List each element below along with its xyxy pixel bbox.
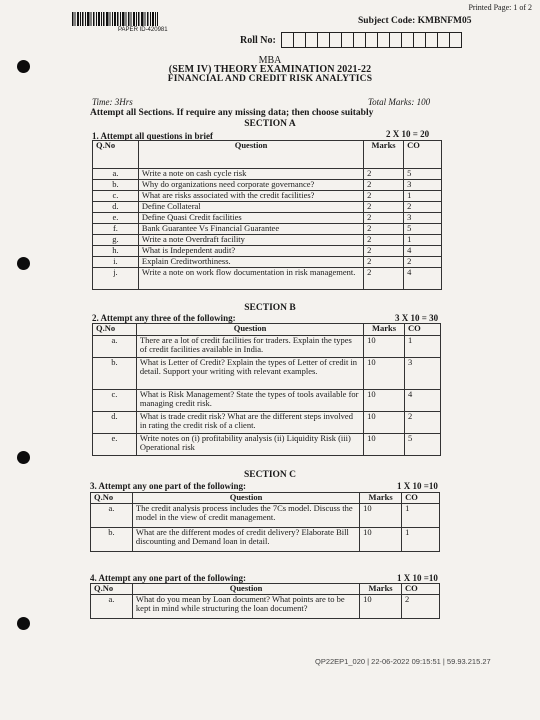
question-number: b. bbox=[93, 358, 137, 390]
question-row bbox=[93, 336, 441, 358]
section-a-table bbox=[92, 140, 442, 290]
question-co: 1 bbox=[402, 504, 440, 528]
question-text: Define Collateral bbox=[138, 202, 363, 213]
question-co: 3 bbox=[405, 358, 441, 390]
question-row bbox=[93, 169, 442, 180]
question-marks: 2 bbox=[364, 224, 404, 235]
question-number: b. bbox=[93, 180, 139, 191]
question-number: e. bbox=[93, 213, 139, 224]
q3-heading: 3. Attempt any one part of the following: bbox=[90, 481, 246, 491]
punch-hole bbox=[17, 617, 30, 630]
question-marks: 2 bbox=[364, 180, 404, 191]
col-header-co: CO bbox=[402, 493, 440, 504]
question-text: Define Quasi Credit facilities bbox=[138, 213, 363, 224]
question-marks: 10 bbox=[364, 390, 405, 412]
col-header-co: CO bbox=[405, 324, 441, 336]
question-co: 4 bbox=[404, 246, 442, 257]
col-header-question: Question bbox=[132, 584, 359, 595]
question-number: f. bbox=[93, 224, 139, 235]
program-title: MBA bbox=[258, 55, 282, 66]
question-marks: 10 bbox=[364, 434, 405, 456]
question-row bbox=[93, 180, 442, 191]
question-number: d. bbox=[93, 202, 139, 213]
question-text: Why do organizations need corporate governance? bbox=[138, 180, 363, 191]
question-co: 5 bbox=[404, 224, 442, 235]
question-marks: 10 bbox=[360, 528, 402, 552]
col-header-qno: Q.No bbox=[93, 324, 137, 336]
question-text: The credit analysis process includes the 7Cs model. Discuss the model in the view of credit management. bbox=[132, 504, 359, 528]
question-row bbox=[93, 235, 442, 246]
question-marks: 10 bbox=[364, 336, 405, 358]
course-title: FINANCIAL AND CREDIT RISK ANALYTICS bbox=[167, 74, 373, 84]
question-text: Write notes on (i) profitability analysis (ii) Liquidity Risk (iii) Operational risk bbox=[136, 434, 363, 456]
question-text: What are risks associated with the credit facilities? bbox=[138, 191, 363, 202]
question-co: 3 bbox=[404, 213, 442, 224]
question-co: 2 bbox=[404, 202, 442, 213]
col-header-co: CO bbox=[404, 141, 442, 169]
roll-no bbox=[240, 32, 462, 48]
col-header-marks: Marks bbox=[360, 584, 402, 595]
col-header-marks: Marks bbox=[364, 324, 405, 336]
question-co: 4 bbox=[404, 268, 442, 290]
col-header-co: CO bbox=[402, 584, 440, 595]
question-marks: 10 bbox=[364, 358, 405, 390]
footer-stamp: QP22EP1_020 | 22-06-2022 09:15:51 | 59.93.215.27 bbox=[315, 657, 491, 666]
question-row bbox=[93, 434, 441, 456]
instructions: Attempt all Sections. If require any missing data; then choose suitably bbox=[90, 108, 374, 118]
time-allowed: Time: 3Hrs bbox=[92, 97, 133, 107]
question-number: d. bbox=[93, 412, 137, 434]
question-co: 5 bbox=[405, 434, 441, 456]
question-text: Write a note Overdraft facility bbox=[138, 235, 363, 246]
question-marks: 10 bbox=[360, 504, 402, 528]
question-number: a. bbox=[91, 595, 133, 619]
section-b-marks: 3 X 10 = 30 bbox=[395, 313, 439, 323]
question-text: What is Letter of Credit? Explain the types of Letter of credit in detail. Support your writing with relevant examples. bbox=[136, 358, 363, 390]
section-b-table bbox=[92, 323, 441, 456]
question-number: c. bbox=[93, 191, 139, 202]
section-b-heading: 2. Attempt any three of the following: bbox=[92, 313, 236, 323]
q3-table bbox=[90, 492, 440, 552]
question-number: a. bbox=[91, 504, 133, 528]
question-row bbox=[93, 412, 441, 434]
question-row bbox=[93, 224, 442, 235]
question-row bbox=[93, 257, 442, 268]
question-marks: 2 bbox=[364, 169, 404, 180]
question-row bbox=[93, 268, 442, 290]
question-text: What do you mean by Loan document? What points are to be kept in mind while structuring the loan document? bbox=[132, 595, 359, 619]
col-header-question: Question bbox=[132, 493, 359, 504]
question-number: h. bbox=[93, 246, 139, 257]
roll-no-boxes bbox=[282, 32, 462, 48]
printed-page: Printed Page: 1 of 2 bbox=[468, 3, 532, 12]
question-co: 1 bbox=[405, 336, 441, 358]
section-b-title: SECTION B bbox=[244, 303, 296, 313]
question-text: There are a lot of credit facilities for traders. Explain the types of credit facilities available in India. bbox=[136, 336, 363, 358]
question-co: 3 bbox=[404, 180, 442, 191]
question-marks: 2 bbox=[364, 235, 404, 246]
col-header-qno: Q.No bbox=[91, 493, 133, 504]
question-text: Write a note on work flow documentation in risk management. bbox=[138, 268, 363, 290]
section-a-heading: 1. Attempt all questions in brief bbox=[92, 131, 214, 141]
question-co: 2 bbox=[405, 412, 441, 434]
paper-id: PAPER ID-420981 bbox=[118, 27, 168, 33]
question-number: g. bbox=[93, 235, 139, 246]
col-header-marks: Marks bbox=[364, 141, 404, 169]
question-text: Write a note on cash cycle risk bbox=[138, 169, 363, 180]
question-row bbox=[91, 528, 440, 552]
question-number: c. bbox=[93, 390, 137, 412]
question-row bbox=[91, 504, 440, 528]
question-co: 2 bbox=[402, 595, 440, 619]
question-co: 4 bbox=[405, 390, 441, 412]
question-row bbox=[91, 595, 440, 619]
question-co: 2 bbox=[404, 257, 442, 268]
col-header-question: Question bbox=[136, 324, 363, 336]
col-header-marks: Marks bbox=[360, 493, 402, 504]
punch-hole bbox=[17, 451, 30, 464]
question-row bbox=[93, 191, 442, 202]
question-text: What is Risk Management? State the types of tools available for managing credit risk. bbox=[136, 390, 363, 412]
exam-title: (SEM IV) THEORY EXAMINATION 2021-22 bbox=[168, 64, 372, 75]
question-row bbox=[93, 213, 442, 224]
q4-marks: 1 X 10 =10 bbox=[397, 573, 438, 583]
question-row bbox=[93, 358, 441, 390]
barcode bbox=[72, 12, 158, 26]
question-row bbox=[93, 246, 442, 257]
section-a-title: SECTION A bbox=[244, 119, 296, 129]
question-text: What is trade credit risk? What are the different steps involved in rating the credit risk of a client. bbox=[136, 412, 363, 434]
section-a-marks: 2 X 10 = 20 bbox=[386, 129, 430, 139]
q4-table bbox=[90, 583, 440, 619]
section-c-title: SECTION C bbox=[244, 470, 296, 480]
question-marks: 2 bbox=[364, 202, 404, 213]
question-marks: 2 bbox=[364, 246, 404, 257]
question-text: Bank Guarantee Vs Financial Guarantee bbox=[138, 224, 363, 235]
question-number: e. bbox=[93, 434, 137, 456]
punch-hole bbox=[17, 257, 30, 270]
col-header-question: Question bbox=[138, 141, 363, 169]
subject-code: Subject Code: KMBNFM05 bbox=[358, 16, 472, 26]
question-row bbox=[93, 202, 442, 213]
col-header-qno: Q.No bbox=[93, 141, 139, 169]
question-text: What is Independent audit? bbox=[138, 246, 363, 257]
question-marks: 2 bbox=[364, 268, 404, 290]
question-row bbox=[93, 390, 441, 412]
total-marks: Total Marks: 100 bbox=[368, 97, 431, 107]
question-marks: 2 bbox=[364, 191, 404, 202]
question-number: b. bbox=[91, 528, 133, 552]
q3-marks: 1 X 10 =10 bbox=[397, 481, 438, 491]
question-co: 1 bbox=[404, 235, 442, 246]
question-co: 1 bbox=[404, 191, 442, 202]
question-marks: 2 bbox=[364, 213, 404, 224]
q4-heading: 4. Attempt any one part of the following: bbox=[90, 573, 246, 583]
question-text: Explain Creditworthiness. bbox=[138, 257, 363, 268]
question-marks: 2 bbox=[364, 257, 404, 268]
question-number: a. bbox=[93, 336, 137, 358]
roll-no-label: Roll No: bbox=[240, 34, 276, 46]
col-header-qno: Q.No bbox=[91, 584, 133, 595]
question-number: j. bbox=[93, 268, 139, 290]
question-marks: 10 bbox=[364, 412, 405, 434]
question-co: 5 bbox=[404, 169, 442, 180]
question-co: 1 bbox=[402, 528, 440, 552]
question-marks: 10 bbox=[360, 595, 402, 619]
question-number: i. bbox=[93, 257, 139, 268]
question-number: a. bbox=[93, 169, 139, 180]
question-text: What are the different modes of credit delivery? Elaborate Bill discounting and Demand loan in detail. bbox=[132, 528, 359, 552]
